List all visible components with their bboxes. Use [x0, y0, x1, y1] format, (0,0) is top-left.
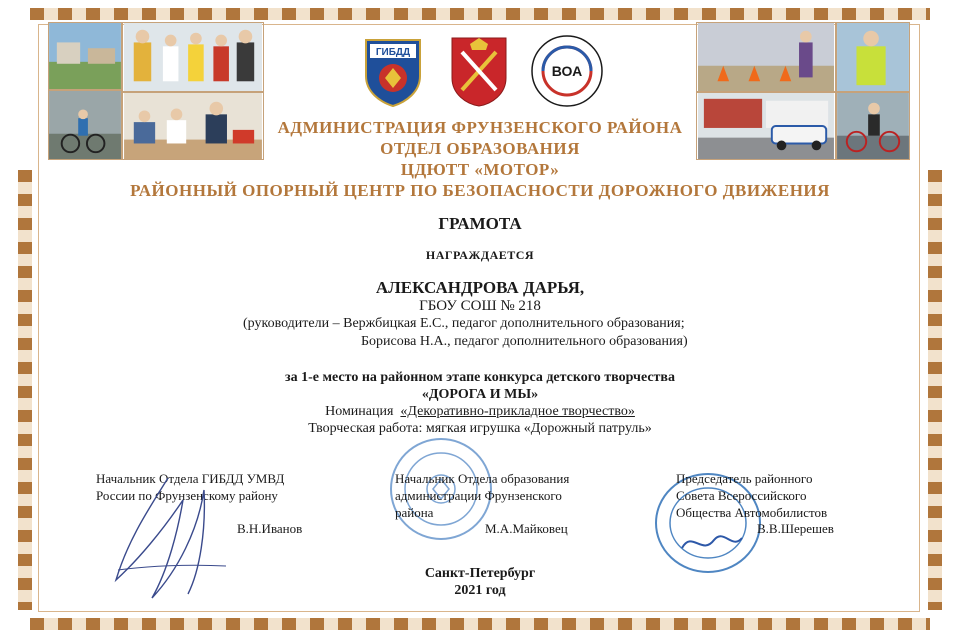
- signer-title-line: администрации Фрунзенского: [395, 488, 562, 503]
- border-stripe-top: [30, 8, 930, 20]
- signer-name-maykovets: М.А.Майковец: [485, 521, 568, 536]
- recipient-name: АЛЕКСАНДРОВА ДАРЬЯ,: [375, 278, 585, 297]
- photo-gym-cones: [696, 22, 836, 92]
- leaders-line-1: (руководители – Вержбицкая Е.С., педагог дополнительного образования;: [243, 316, 685, 331]
- header-line-road-safety: РАЙОННЫЙ ОПОРНЫЙ ЦЕНТР ПО БЕЗОПАСНОСТИ ДОРОЖНОГО ДВИЖЕНИЯ: [130, 181, 830, 200]
- photo-children-traffic: [122, 22, 264, 92]
- leaders-line-2: Борисова Н.А., педагог дополнительного образования): [361, 334, 688, 349]
- voa-logo-text: ВОА: [551, 63, 583, 79]
- spb-coat-of-arms: [448, 34, 510, 108]
- signer-title-line: Совета Всероссийского: [676, 488, 807, 503]
- signer-title-line: Начальник Отдела образования: [395, 471, 570, 486]
- certificate-title: ГРАМОТА: [438, 214, 522, 233]
- nomination-value: «Декоративно-прикладное творчество»: [400, 404, 635, 419]
- signature-block-education: [395, 470, 569, 521]
- signer-title-line: района: [395, 505, 434, 520]
- voa-logo: [530, 34, 604, 108]
- award-reason: за 1-е место на районном этапе конкурса детского творчества: [285, 370, 675, 385]
- signer-name-sheresev: В.В.Шерешев: [757, 521, 834, 536]
- photo-girl-bicycle: [836, 92, 910, 160]
- header-line-education-department: ОТДЕЛ ОБРАЗОВАНИЯ: [380, 139, 580, 158]
- awarded-label: НАГРАЖДАЕТСЯ: [425, 248, 535, 262]
- nomination-line: [0, 404, 960, 420]
- signer-title-line: Начальник Отдела ГИБДД УМВД: [96, 471, 285, 486]
- gibdd-emblem: [362, 36, 424, 108]
- header-line-center: ЦДЮТТ «МОТОР»: [400, 160, 560, 179]
- gibdd-emblem-text: ГИБДД: [375, 47, 411, 58]
- signer-name-ivanov: В.Н.Иванов: [237, 521, 303, 536]
- signer-title-line: Общества Автомобилистов: [676, 505, 828, 520]
- creative-work: Творческая работа: мягкая игрушка «Дорожный патруль»: [308, 421, 652, 436]
- signer-title-line: России по Фрунзенскому району: [96, 488, 278, 503]
- recipient-school: ГБОУ СОШ № 218: [419, 298, 541, 314]
- photo-outdoor-street: [48, 22, 122, 90]
- footer-year: 2021 год: [454, 583, 506, 598]
- footer-city: Санкт-Петербург: [424, 566, 536, 581]
- header-line-administration: АДМИНИСТРАЦИЯ ФРУНЗЕНСКОГО РАЙОНА: [277, 118, 683, 137]
- photo-child-bicycle: [48, 90, 122, 160]
- photo-inspector-vest: [836, 22, 910, 92]
- signer-title-line: Председатель районного: [676, 471, 813, 486]
- nomination-label: Номинация: [325, 404, 394, 419]
- contest-name: «ДОРОГА И МЫ»: [421, 387, 539, 402]
- signature-block-voa: [676, 470, 827, 521]
- border-stripe-bottom: [30, 618, 930, 630]
